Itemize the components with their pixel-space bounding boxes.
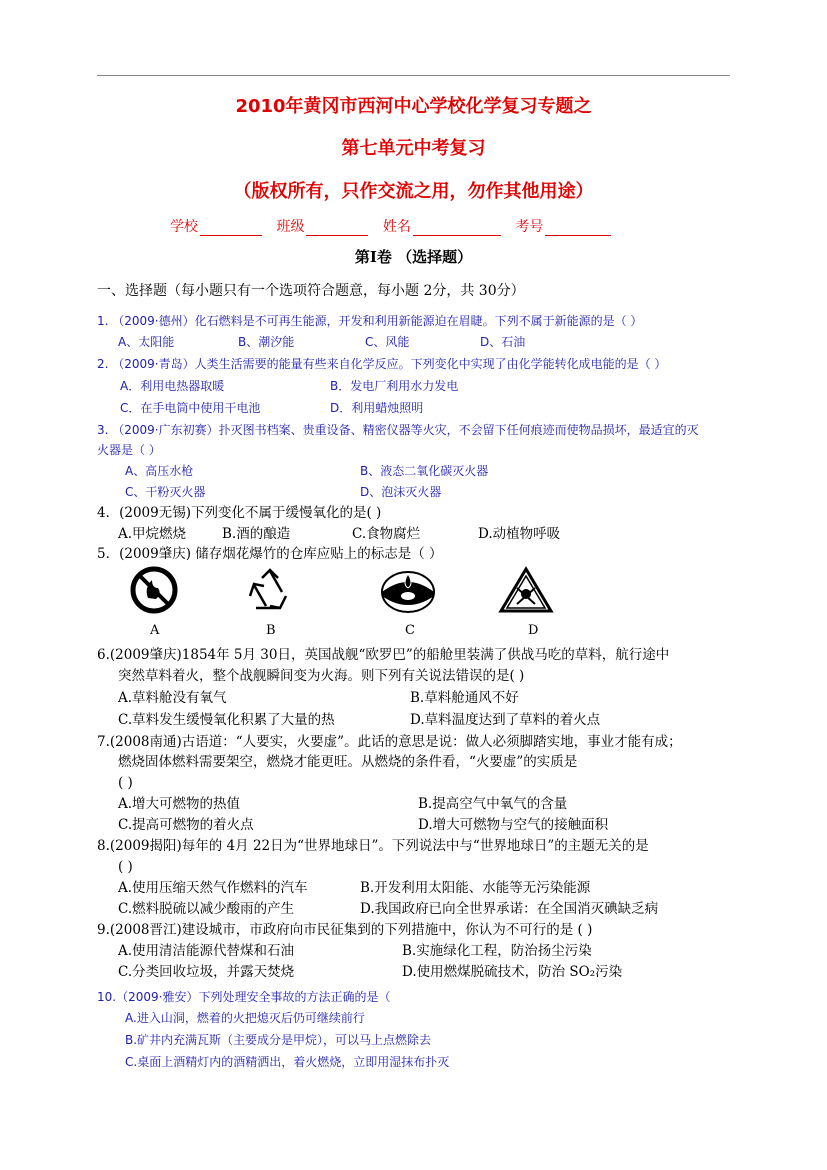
q4-stem: 4．(2009无锡)下列变化不属于缓慢氧化的是( ) <box>97 505 382 521</box>
class-label: 班级 <box>276 219 305 235</box>
q1-stem: 1. （2009·德州）化石燃料是不可再生能源，开发和利用新能源迫在眉睫。下列不属于新能源的是（ ） <box>97 314 643 328</box>
q5-stem: 5．(2009肇庆) 储存烟花爆竹的仓库应贴上的标志是（ ） <box>97 546 443 562</box>
q6-option-a: A.草料舱没有氧气 <box>118 690 227 706</box>
q7-option-b: B.提高空气中氧气的含量 <box>418 796 568 812</box>
q8-stem-line2: ( ) <box>118 859 133 875</box>
number-label: 考号 <box>515 219 544 235</box>
q3-option-a: A、高压水枪 <box>125 464 194 478</box>
recycle-icon <box>242 566 298 614</box>
q3-option-b: B、液态二氧化碳灭火器 <box>360 464 489 478</box>
q4-option-c: C.食物腐烂 <box>352 526 421 542</box>
toxic-warning-icon <box>498 566 554 614</box>
q8-option-c: C.燃料脱硫以减少酸雨的产生 <box>118 901 295 917</box>
q1-option-b: B、潮汐能 <box>238 335 295 349</box>
q5-label-c: C <box>405 623 415 638</box>
q9-stem: 9.(2008晋江)建设城市，市政府向市民征集到的下列措施中，你认为不可行的是 ( ) <box>97 922 593 938</box>
q8-option-d: D.我国政府已向全世界承诺：在全国消灭碘缺乏病 <box>360 901 659 917</box>
q10-option-c: C.桌面上酒精灯内的酒精洒出，着火燃烧，立即用湿抹布扑灭 <box>125 1055 450 1069</box>
q2-stem: 2. （2009·青岛）人类生活需要的能量有些来自化学反应。下列变化中实现了由化学能转化成电能的是（ ） <box>97 357 667 371</box>
q2-option-d: D．利用蜡烛照明 <box>330 401 424 415</box>
class-blank[interactable] <box>306 221 368 236</box>
q8-option-a: A.使用压缩天然气作燃料的汽车 <box>118 880 308 896</box>
q5-label-a: A <box>150 623 160 638</box>
q5-label-b: B <box>266 623 276 638</box>
q6-stem-line1: 6.(2009肇庆)1854年 5月 30日，英国战舰“欧罗巴”的船舱里装满了供战马吃的草料，航行途中 <box>97 647 670 663</box>
page-subtitle: 第七单元中考复习 <box>341 138 486 159</box>
q6-option-c: C.草料发生缓慢氧化积累了大量的热 <box>118 712 335 728</box>
q9-option-c: C.分类回收垃圾，并露天焚烧 <box>118 964 295 980</box>
q1-option-c: C、风能 <box>365 335 410 349</box>
no-fire-icon <box>126 566 182 614</box>
section-heading: 一、选择题（每小题只有一个选项符合题意，每小题 2分，共 30分） <box>97 283 525 299</box>
q5-label-d: D <box>528 623 539 638</box>
q3-stem-line2: 火器是（ ） <box>97 443 161 457</box>
q4-option-b: B.酒的酿造 <box>222 526 291 542</box>
q7-option-c: C.提高可燃物的着火点 <box>118 817 254 833</box>
name-label: 姓名 <box>382 219 411 235</box>
page-title: 2010年黄冈市西河中心学校化学复习专题之 <box>235 96 592 117</box>
q3-option-d: D、泡沫灭火器 <box>360 485 442 499</box>
q3-option-c: C、干粉灭火器 <box>125 485 206 499</box>
q6-stem-line2: 突然草料着火，整个战舰瞬间变为火海。则下列有关说法错误的是( ) <box>118 668 525 684</box>
q2-option-c: C．在手电筒中使用干电池 <box>120 401 261 415</box>
q2-option-b: B．发电厂利用水力发电 <box>330 379 459 393</box>
q10-stem: 10.（2009·雅安）下列处理安全事故的方法正确的是（ <box>97 990 391 1004</box>
q7-stem-line2: 燃烧固体燃料需要架空，燃烧才能更旺。从燃烧的条件看，“火要虚”的实质是 <box>118 754 578 770</box>
q10-option-a: A.进入山洞，燃着的火把熄灭后仍可继续前行 <box>125 1011 365 1025</box>
corrosive-icon <box>380 566 436 614</box>
q7-stem-line1: 7.(2008南通)古语道：“人要实，火要虚”。此话的意思是说：做人必须脚踏实地，事业才能有成； <box>97 734 682 750</box>
top-rule <box>97 75 730 76</box>
school-blank[interactable] <box>200 221 262 236</box>
copyright-note: （版权所有，只作交流之用，勿作其他用途） <box>233 181 594 202</box>
number-blank[interactable] <box>545 221 611 236</box>
q6-option-b: B.草料舱通风不好 <box>410 690 519 706</box>
q2-option-a: A．利用电热器取暖 <box>120 379 225 393</box>
q4-option-a: A.甲烷燃烧 <box>118 526 187 542</box>
q7-stem-line3: ( ) <box>118 775 133 791</box>
q8-stem-line1: 8.(2009揭阳)每年的 4月 22日为“世界地球日”。下列说法中与“世界地球日”的主题无关的是 <box>97 838 649 854</box>
q1-option-a: A、太阳能 <box>118 335 175 349</box>
q7-option-d: D.增大可燃物与空气的接触面积 <box>418 817 609 833</box>
q3-stem-line1: 3. （2009·广东初赛）扑灭图书档案、贵重设备、精密仪器等火灾，不会留下任何痕迹而使物品损坏，最适宜的灭 <box>97 423 699 437</box>
volume-heading: 第Ⅰ卷 （选择题） <box>354 248 473 266</box>
q8-option-b: B.开发利用太阳能、水能等无污染能源 <box>360 880 591 896</box>
name-blank[interactable] <box>413 221 501 236</box>
student-info-fields <box>170 216 621 236</box>
q4-option-d: D.动植物呼吸 <box>478 526 561 542</box>
school-label: 学校 <box>170 219 198 235</box>
q9-option-b: B.实施绿化工程，防治扬尘污染 <box>402 943 592 959</box>
q1-option-d: D、石油 <box>480 335 526 349</box>
q9-option-d: D.使用燃煤脱硫技术，防治 SO₂污染 <box>402 964 623 980</box>
q10-option-b: B.矿井内充满瓦斯（主要成分是甲烷），可以马上点燃除去 <box>125 1033 432 1047</box>
q7-option-a: A.增大可燃物的热值 <box>118 796 241 812</box>
q6-option-d: D.草料温度达到了草料的着火点 <box>410 712 601 728</box>
q9-option-a: A.使用清洁能源代替煤和石油 <box>118 943 295 959</box>
